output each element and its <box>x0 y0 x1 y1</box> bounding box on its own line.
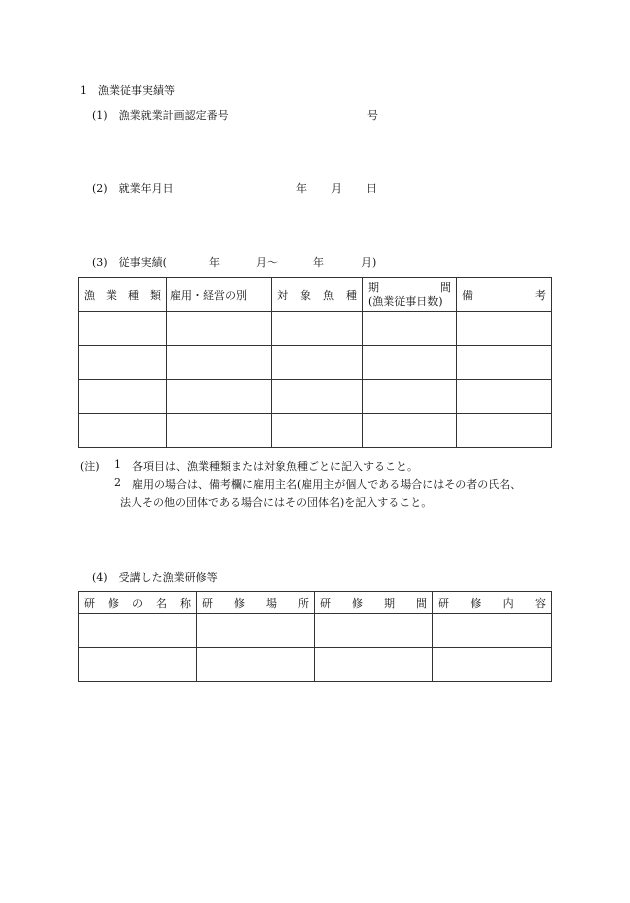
notes-prefix: (注) <box>80 460 100 473</box>
note-1-text: 各項目は、漁業種類または対象魚種ごとに記入すること。 <box>132 460 418 473</box>
note-2-text-cont: 法人その他の団体である場合にはその団体名)を記入すること。 <box>120 496 433 509</box>
header-training-name: 研 修 の 名 称 <box>79 592 197 614</box>
work-record-table <box>78 277 552 448</box>
work-record-month-end: 月) <box>361 256 377 269</box>
header-training-period: 研 修 期 間 <box>315 592 433 614</box>
note-2-number: 2 <box>114 476 121 489</box>
work-record-label: (3) 従事実績( <box>92 256 167 269</box>
table-row <box>79 648 552 682</box>
employment-date-month: 月 <box>331 182 342 195</box>
training-label: (4) 受講した漁業研修等 <box>92 571 218 584</box>
table-row <box>79 614 552 648</box>
training-header-row <box>79 592 552 614</box>
header-training-content: 研 修 内 容 <box>433 592 552 614</box>
employment-date-label: (2) 就業年月日 <box>92 182 174 195</box>
header-period: 期 間 (漁業従事日数) <box>363 278 457 312</box>
header-remarks: 備 考 <box>457 278 552 312</box>
work-record-header-row <box>79 278 552 312</box>
training-table <box>78 591 552 682</box>
certification-number-label: (1) 漁業就業計画認定番号 <box>92 109 229 122</box>
table-row <box>79 380 552 414</box>
table-row <box>79 312 552 346</box>
section-title: 1 漁業従事実績等 <box>80 84 175 97</box>
employment-date-year: 年 <box>296 182 307 195</box>
header-target-species: 対 象 魚 種 <box>272 278 363 312</box>
employment-date-day: 日 <box>366 182 377 195</box>
work-record-year-end: 年 <box>313 256 324 269</box>
certification-number-unit: 号 <box>367 109 378 122</box>
table-row <box>79 346 552 380</box>
header-employment-type: 雇用・経営の別 <box>167 278 272 312</box>
header-fishery-type: 漁 業 種 類 <box>79 278 167 312</box>
table-row <box>79 414 552 448</box>
header-training-place: 研 修 場 所 <box>197 592 315 614</box>
note-2-text: 雇用の場合は、備考欄に雇用主名(雇用主が個人である場合にはその者の氏名、 <box>132 478 522 491</box>
work-record-year-start: 年 <box>209 256 220 269</box>
work-record-month-start: 月～ <box>256 256 278 269</box>
note-1-number: 1 <box>114 458 121 471</box>
